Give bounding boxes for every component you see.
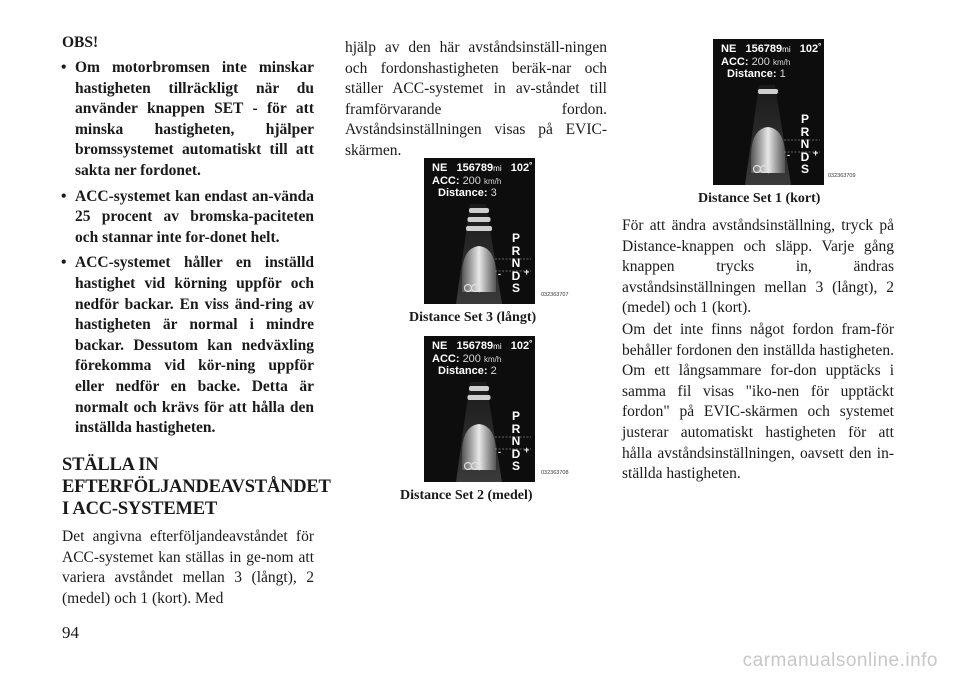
- distance-bar: [468, 217, 491, 222]
- bullet-glyph: •: [61, 187, 67, 205]
- gear-plus: +: [524, 267, 530, 277]
- gear-d: D: [800, 149, 810, 164]
- odometer: 156789: [456, 340, 494, 352]
- acc-speed: 200: [751, 56, 770, 68]
- note-bullet-list: [62, 58, 314, 444]
- acc-label: ACC:: [432, 353, 460, 365]
- gear-r: R: [511, 243, 521, 258]
- gear-d: D: [511, 446, 521, 461]
- acc-speed: 200: [462, 353, 481, 365]
- gear-p: P: [511, 231, 520, 245]
- bullet-text: ACC-systemet kan endast an-vända 25 procent av bromska-paciteten och stannar inte for-donet helt.: [75, 187, 314, 246]
- gear-n: N: [800, 137, 810, 151]
- gear-n: N: [511, 434, 521, 448]
- compass-heading: NE: [721, 43, 737, 55]
- distance-value: 3: [490, 187, 497, 199]
- distance-bar: [468, 395, 491, 400]
- bullet-glyph: •: [61, 59, 67, 76]
- distance-bar: [758, 89, 778, 94]
- gear-p: P: [800, 112, 809, 126]
- gear-r: R: [511, 421, 521, 436]
- watermark: carmanualsonline.info: [742, 650, 938, 671]
- figure-code: 032363707: [541, 292, 569, 298]
- bullet-text: ACC-systemet håller en inställd hastighet vid körning uppför och nedför backar. En viss änd-ring av hastigheten är normal i mindre backar. Dessutom kan nedväxling förekomma vid kör-ning uppför eller nedför en backe. Detta är normalt och krävs för att hålla den inställda hastigheten.: [75, 254, 314, 437]
- distance-bar: [469, 208, 489, 213]
- distance-value: 2: [490, 365, 497, 377]
- gear-plus: +: [524, 445, 530, 455]
- acc-speed-unit: km/h: [772, 58, 791, 67]
- gear-s: S: [511, 459, 520, 473]
- bullet-glyph: •: [61, 254, 67, 272]
- compass-heading: NE: [432, 340, 448, 352]
- continued-body-text: hjälp av den här avståndsinställ-ningen och fordonshastigheten beräk-nar och ställer ACC-systemet in av-ståndet till framförvarande fordon. Avståndsinställningen visas på EVIC-skärmen.: [345, 39, 607, 159]
- acc-label: ACC:: [432, 175, 460, 187]
- acc-speed: 200: [462, 175, 481, 187]
- odometer-unit: mi: [493, 164, 502, 173]
- figure-code: 032363708: [541, 470, 569, 476]
- odometer-unit: mi: [493, 342, 502, 351]
- acc-label: ACC:: [721, 56, 749, 68]
- gear-indicator: [798, 113, 812, 176]
- evic-screen: [713, 39, 824, 185]
- paragraph-distance-button: För att ändra avståndsinställning, tryck på Distance-knappen och släpp. Varje gång knappen trycks in, ändras avståndsinställningen mellan 3 (långt), 2 (medel) och 1 (kort).: [622, 217, 894, 317]
- gear-plus: +: [813, 148, 819, 158]
- distance-value: 1: [779, 68, 786, 80]
- gear-minus: -: [787, 150, 790, 160]
- gear-indicator: [509, 232, 523, 295]
- section-body-text: Det angivna efterföljandeavståndet för ACC-systemet kan ställas in ge-nom att variera avståndet mellan 3 (långt), 2 (medel) och 1 (kort). Med: [62, 528, 314, 607]
- distance-bar: [469, 386, 489, 391]
- bullet-text: Om motorbromsen inte minskar hastigheten tillräckligt när du använder knappen SET - för att minska hastigheten, hjälper bromssystemet automatiskt till att sakta ner fordonet.: [75, 59, 314, 179]
- distance-label: Distance:: [727, 68, 777, 80]
- bullet-item: [62, 253, 314, 438]
- odometer-unit: mi: [782, 45, 791, 54]
- gear-s: S: [800, 162, 809, 176]
- gear-d: D: [511, 268, 521, 283]
- odometer: 156789: [745, 43, 783, 55]
- figure-caption: Distance Set 3 (långt): [409, 310, 537, 325]
- evic-screen: [424, 158, 535, 304]
- gear-r: R: [800, 124, 810, 139]
- distance-label: Distance:: [438, 365, 488, 377]
- bullet-item: [62, 58, 314, 182]
- compass-heading: NE: [432, 162, 448, 174]
- figure-code: 032363709: [828, 173, 856, 179]
- distance-label: Distance:: [438, 187, 488, 199]
- bullet-item: [62, 187, 314, 249]
- distance-bar: [466, 226, 492, 231]
- figure-caption: Distance Set 1 (kort): [698, 191, 821, 206]
- odometer: 156789: [456, 162, 494, 174]
- gear-indicator: [509, 410, 523, 473]
- gear-p: P: [511, 409, 520, 423]
- paragraph-vehicle-detected: Om det inte finns något fordon fram-för behåller fordonen den inställda hastigheten. Om ett långsammare for-don upptäcks i samma fil visas "iko-nen för upptäckt fordon" på EVIC-skärmen och systemet justerar automatiskt hastigheten för att hålla avståndsinställningen, oavsett den in-ställda hastigheten.: [622, 321, 894, 483]
- gear-s: S: [511, 281, 520, 295]
- section-heading: STÄLLA IN EFTERFÖLJANDEAVSTÅNDET I ACC-SYSTEMET: [62, 455, 331, 519]
- acc-speed-unit: km/h: [483, 177, 502, 186]
- outside-temp: 102˚: [510, 162, 533, 174]
- gear-n: N: [511, 256, 521, 270]
- outside-temp: 102˚: [799, 43, 822, 55]
- page-number: 94: [62, 623, 79, 642]
- evic-screen: [424, 336, 535, 482]
- figure-caption: Distance Set 2 (medel): [400, 488, 533, 503]
- acc-speed-unit: km/h: [483, 355, 502, 364]
- gear-minus: -: [498, 447, 501, 457]
- gear-minus: -: [498, 269, 501, 279]
- note-label: OBS!: [62, 34, 99, 51]
- outside-temp: 102˚: [510, 340, 533, 352]
